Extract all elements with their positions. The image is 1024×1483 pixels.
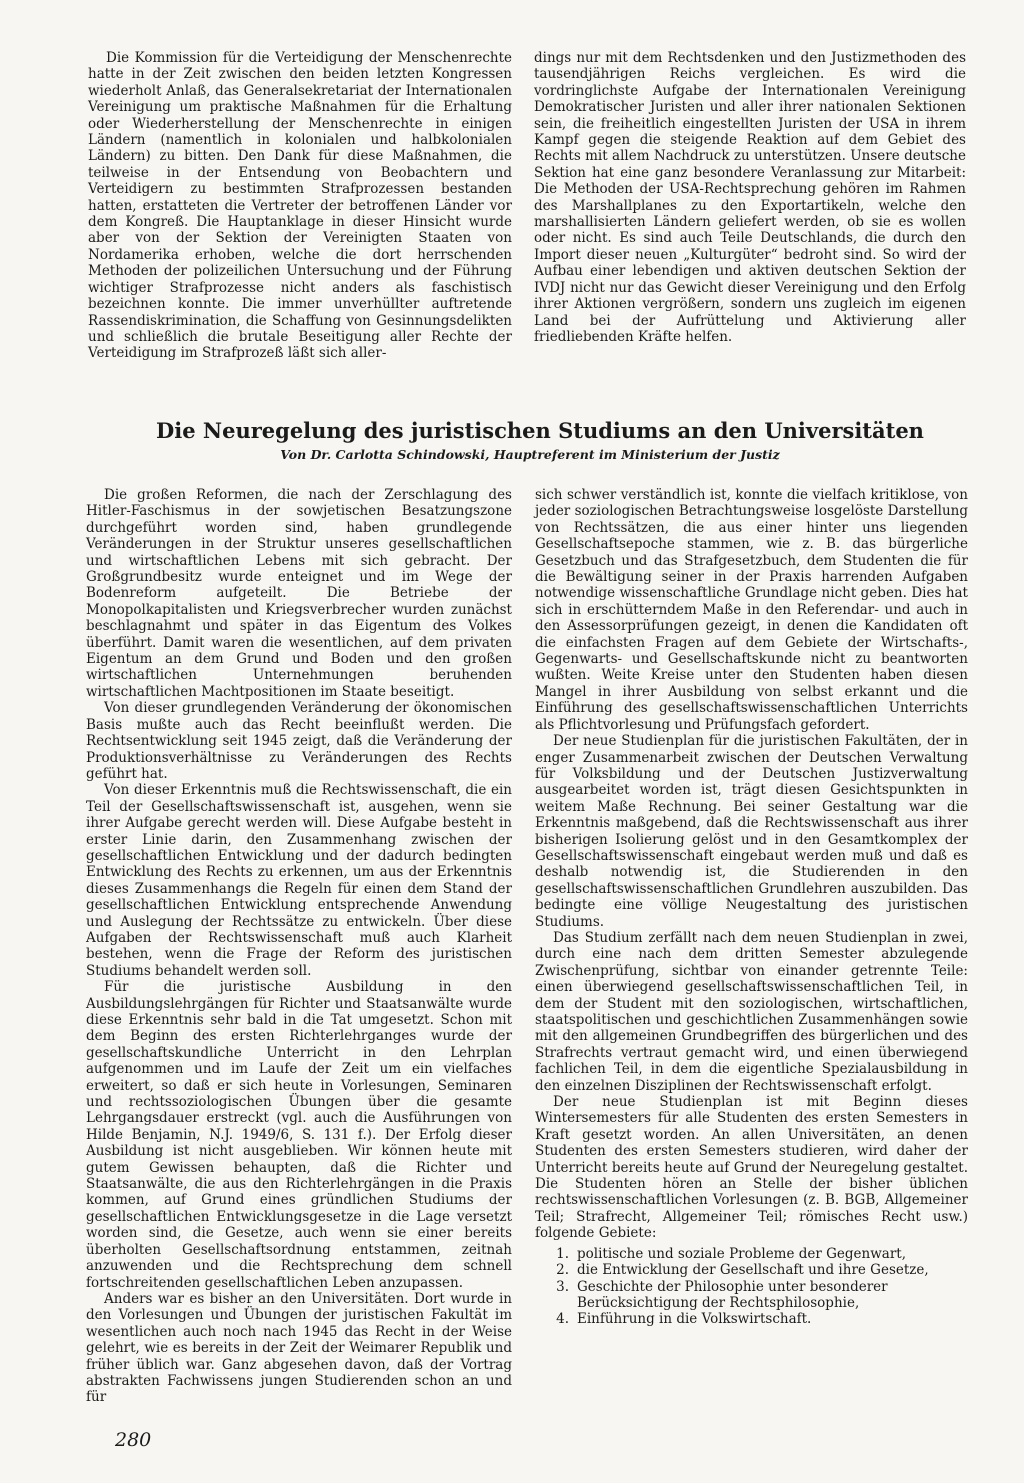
list-text: politische und soziale Probleme der Gegenwart, (577, 1245, 907, 1262)
paragraph: sich schwer verständlich ist, konnte die vielfach kritiklose, von jeder soziologischen Betrachtungsweise losgelöste Darstellung von Rechtssätzen, die aus einer hinter uns liegenden Gesellschaftsepoche stammen, wie z. B. das bürgerliche Gesetzbuch und das Strafgesetzbuch, dem Studenten die für die Bewältigung seiner in der Praxis harrenden Aufgaben notwendige wissenschaftliche Grundlage nicht geben. Dies hat sich in erschütterndem Maße in den Referendar- und auch in den Assessorprüfungen gezeigt, in denen die Kandidaten oft die einfachsten Fragen auf dem Gebiete der Wirtschafts-, Gegenwarts- und Gesellschaftskunde nicht zu beantworten wußten. Weite Kreise unter den Studenten haben diesen Mangel in ihrer Ausbildung von selbst erkannt und die Einführung des gesellschaftswissenschaftlichen Unterrichts als Pflichtvorlesung und Prüfungsfach gefordert. (535, 487, 968, 733)
list-item (535, 1262, 968, 1278)
list-item (535, 1279, 968, 1312)
list-text: Geschichte der Philosophie unter besonderer Berücksichtigung der Rechtsphilosophie, (577, 1278, 888, 1311)
paragraph: Die großen Reformen, die nach der Zerschlagung des Hitler-Faschismus in der sowjetischen Besatzungszone durchgeführt worden sind, haben grundlegende Veränderungen in der Struktur unseres gesellschaftlichen und wirtschaftlichen Lebens mit sich gebracht. Der Großgrundbesitz wurde enteignet und im Wege der Bodenreform aufgeteilt. Die Betriebe der Monopolkapitalisten und Kriegsverbrecher wurden zunächst beschlagnahmt und später in das Eigentum des Volkes überführt. Damit waren die wesentlichen, auf dem privaten Eigentum an dem Grund und Boden und den großen wirtschaftlichen Unternehmungen beruhenden wirtschaftlichen Machtpositionen im Staate beseitigt. (86, 487, 512, 700)
article-byline: Von Dr. Carlotta Schindowski, Hauptreferent im Ministerium der Justiz (280, 447, 780, 462)
article-right-column (535, 487, 968, 1328)
article-left-column (86, 487, 512, 1406)
list-item (535, 1311, 968, 1327)
list-number: 4. (556, 1311, 569, 1328)
list-item (535, 1246, 968, 1262)
continued-article-right-column (534, 50, 966, 345)
paragraph: Von dieser grundlegenden Veränderung der ökonomischen Basis mußte auch das Recht beeinflußt werden. Die Rechtsentwicklung seit 1945 zeigt, daß die Veränderung der Produktionsverhältnisse zu Veränderungen des Rechts geführt hat. (86, 700, 512, 782)
page-number: 280 (115, 1429, 152, 1451)
paragraph: Die Kommission für die Verteidigung der Menschenrechte hatte in der Zeit zwischen den beiden letzten Kongressen wiederholt Anlaß, das Generalsekretariat der Internationalen Vereinigung um praktische Maßnahmen für die Erhaltung oder Wiederherstellung der Menschenrechte in einigen Ländern (namentlich in kolonialen und halbkolonialen Ländern) zu bitten. Den Dank für diese Maßnahmen, die teilweise in der Entsendung von Beobachtern und Verteidigern zu bestimmten Strafprozessen bestanden hatten, erstatteten die Vertreter der betroffenen Länder vor dem Kongreß. Die Hauptanklage in dieser Hinsicht wurde aber von der Sektion der Vereinigten Staaten von Nordamerika erhoben, welche die dort herrschenden Methoden der polizeilichen Untersuchung und der Führung wichtiger Strafprozesse nicht anders als faschistisch bezeichnen konnte. Die immer unverhüllter auftretende Rassendiskrimination, die Schaffung von Gesinnungsdelikten und schließlich die brutale Beseitigung aller Rechte der Verteidigung im Strafprozeß läßt sich aller- (88, 50, 512, 362)
paragraph: Das Studium zerfällt nach dem neuen Studienplan in zwei, durch eine nach dem dritten Semester abzulegende Zwischenprüfung, sichtbar von einander getrennte Teile: einen überwiegend gesellschaftswissenschaftlichen Teil, in dem der Student mit den soziologischen, wirtschaftlichen, staatspolitischen und geschichtlichen Zusammenhängen sowie mit den allgemeinen Grundbegriffen des bürgerlichen und des Strafrechts vertraut gemacht wird, und einen überwiegend fachlichen Teil, in dem die eigentliche Spezialausbildung in den einzelnen Disziplinen der Rechtswissenschaft erfolgt. (535, 929, 968, 1094)
paragraph: Für die juristische Ausbildung in den Ausbildungslehrgängen für Richter und Staatsanwälte wurde diese Erkenntnis sehr bald in die Tat umgesetzt. Schon mit dem Beginn des ersten Richterlehrganges wurde der gesellschaftskundliche Unterricht in den Lehrplan aufgenommen und im Laufe der Zeit um ein vielfaches erweitert, so daß er sich heute in Vorlesungen, Seminaren und rechtssoziologischen Übungen über die gesamte Lehrgangsdauer erstreckt (vgl. auch die Ausführungen von Hilde Benjamin, N.J. 1949/6, S. 131 f.). Der Erfolg dieser Ausbildung ist nicht ausgeblieben. Wir können heute mit gutem Gewissen behaupten, daß die Richter und Staatsanwälte, die aus den Richterlehrgängen in die Praxis kommen, auf Grund eines gründlichen Studiums der gesellschaftlichen Entwicklungsgesetze in die Lage versetzt worden sind, die Gesetze, auch wenn sie einer bereits überholten Gesellschaftsordnung entstammen, zeitnah anzuwenden und die Rechtsprechung dem schnell fortschreitenden gesellschaftlichen Leben anzupassen. (86, 979, 512, 1291)
continued-article-left-column (88, 50, 512, 362)
paragraph: Von dieser Erkenntnis muß die Rechtswissenschaft, die ein Teil der Gesellschaftswissenschaft ist, ausgehen, wenn sie ihrer Aufgabe gerecht werden will. Diese Aufgabe besteht in erster Linie darin, den Zusammenhang zwischen der gesellschaftlichen Entwicklung und der dadurch bedingten Entwicklung des Rechts zu erkennen, um aus der Erkenntnis dieses Zusammenhangs die Regeln für einen dem Stand der gesellschaftlichen Entwicklung entsprechende Anwendung und Auslegung der Rechtssätze zu entwickeln. Über diese Aufgaben der Rechtswissenschaft muß auch Klarheit bestehen, wenn die Frage der Reform des juristischen Studiums behandelt werden soll. (86, 782, 512, 979)
topics-list (535, 1246, 968, 1328)
paragraph: dings nur mit dem Rechtsdenken und den Justizmethoden des tausendjährigen Reichs vergleichen. Es wird die vordringlichste Aufgabe der Internationalen Vereinigung Demokratischer Juristen und aller ihrer nationalen Sektionen sein, die freiheitlich eingestellten Juristen der USA in ihrem Kampf gegen die steigende Reaktion auf dem Gebiet des Rechts mit allem Nachdruck zu unterstützen. Unsere deutsche Sektion hat eine ganz besondere Veranlassung zur Mitarbeit: Die Methoden der USA-Rechtsprechung gehören im Rahmen des Marshallplanes zu den Exportartikeln, welche den marshallisierten Ländern geliefert werden, ob sie es wollen oder nicht. Es sind auch Teile Deutschlands, die durch den Import dieser neuen „Kulturgüter“ bedroht sind. So wird der Aufbau einer lebendigen und aktiven deutschen Sektion der IVDJ nicht nur das Gewicht dieser Vereinigung und den Erfolg ihrer Aktionen vergrößern, sondern uns zugleich im eigenen Land bei der Aufrüttelung und Aktivierung aller friedliebenden Kräfte helfen. (534, 50, 966, 345)
article-title: Die Neuregelung des juristischen Studiums an den Universitäten (156, 418, 924, 443)
list-text: Einführung in die Volkswirtschaft. (577, 1311, 812, 1328)
list-number: 2. (556, 1262, 569, 1279)
list-number: 1. (556, 1245, 569, 1262)
list-text: die Entwicklung der Gesellschaft und ihre Gesetze, (577, 1262, 929, 1279)
paragraph: Der neue Studienplan ist mit Beginn dieses Wintersemesters für alle Studenten des ersten Semesters in Kraft gesetzt worden. An allen Universitäten, an denen Studenten des ersten Semesters studieren, wird daher der Unterricht bereits heute auf Grund der Neuregelung gestaltet. Die Studenten hören an Stelle der bisher üblichen rechtswissenschaftlichen Vorlesungen (z. B. BGB, Allgemeiner Teil; Strafrecht, Allgemeiner Teil; römisches Recht usw.) folgende Gebiete: (535, 1094, 968, 1242)
list-number: 3. (556, 1278, 569, 1295)
paragraph: Der neue Studienplan für die juristischen Fakultäten, der in enger Zusammenarbeit zwischen der Deutschen Verwaltung für Volksbildung und der Deutschen Justizverwaltung ausgearbeitet worden ist, trägt diesen Gesichtspunkten in weitem Maße Rechnung. Bei seiner Gestaltung war die Erkenntnis maßgebend, daß die Rechtswissenschaft aus ihrer bisherigen Isolierung gelöst und in den Gesamtkomplex der Gesellschaftswissenschaft eingebaut werden muß und daß es deshalb notwendig ist, die Studierenden in den gesellschaftswissenschaftlichen Grundlehren auszubilden. Das bedingte eine völlige Neugestaltung des juristischen Studiums. (535, 733, 968, 930)
paragraph: Anders war es bisher an den Universitäten. Dort wurde in den Vorlesungen und Übungen der juristischen Fakultät im wesentlichen auch noch nach 1945 das Recht in der Weise gelehrt, wie es bereits in der Zeit der Weimarer Republik und früher üblich war. Ganz abgesehen davon, daß der Vortrag abstrakten Fachwissens jungen Studierenden schon an und für (86, 1290, 512, 1406)
